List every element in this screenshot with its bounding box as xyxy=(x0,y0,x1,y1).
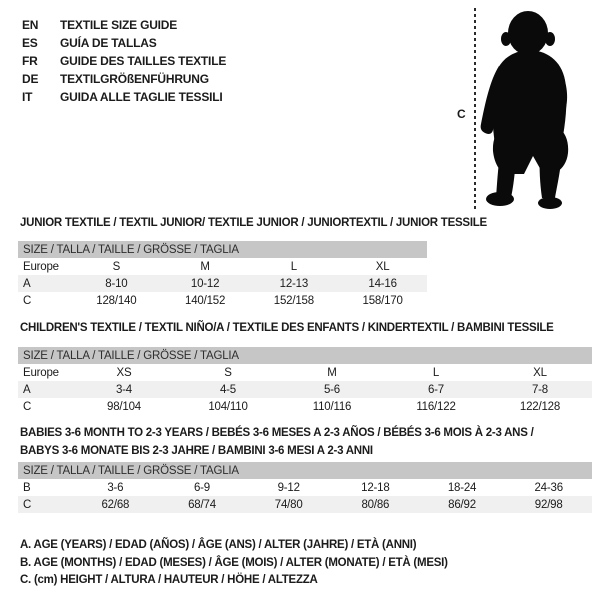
size-value-cell: 9-12 xyxy=(277,481,300,494)
size-value-cell: 80/86 xyxy=(361,498,390,511)
size-value-cell: 6-9 xyxy=(193,481,211,494)
size-value-cell: 140/152 xyxy=(185,294,226,307)
language-label: GUIDE DES TAILLES TEXTILE xyxy=(60,54,227,68)
size-value-cell: 122/128 xyxy=(519,400,561,413)
size-value-cell: 4-5 xyxy=(219,383,237,396)
language-code: DE xyxy=(22,72,39,86)
size-value-cell: 110/116 xyxy=(312,400,352,413)
size-value-cell: M xyxy=(327,366,337,379)
section-title-babies-line2: BABYS 3-6 MONATE BIS 2-3 JAHRE / BAMBINI 3-6 MESI A 2-3 ANNI xyxy=(20,445,373,457)
height-measure-dashed-line xyxy=(474,8,476,210)
size-header-bar: SIZE / TALLA / TAILLE / GRÖSSE / TAGLIA xyxy=(18,462,592,479)
junior-size-table xyxy=(18,241,427,309)
table-row xyxy=(18,364,592,381)
table-row xyxy=(18,258,427,275)
table-row xyxy=(18,398,592,415)
size-value-cell: 12-18 xyxy=(361,481,390,494)
section-title-babies-line1: BABIES 3-6 MONTH TO 2-3 YEARS / BEBÉS 3-6 MESES A 2-3 AÑOS / BÉBÉS 3-6 MOIS À 2-3 ANS / xyxy=(20,427,534,439)
table-body xyxy=(18,258,427,309)
language-code: ES xyxy=(22,36,38,50)
language-row xyxy=(22,52,226,70)
size-value-cell: XL xyxy=(375,260,390,273)
size-value-cell: 98/104 xyxy=(107,400,141,413)
row-label: A xyxy=(23,383,31,396)
language-guide-list xyxy=(22,16,226,106)
size-value-cell: 116/122 xyxy=(416,400,456,413)
language-label: GUÍA DE TALLAS xyxy=(60,36,157,50)
size-value-cell: 3-6 xyxy=(107,481,124,494)
size-value-cell: 62/68 xyxy=(101,498,130,511)
row-label: A xyxy=(23,277,31,290)
size-value-cell: XL xyxy=(533,366,547,379)
size-value-cell: 74/80 xyxy=(274,498,303,511)
row-label: Europe xyxy=(23,260,59,273)
size-value-cell: L xyxy=(432,366,440,379)
language-code: FR xyxy=(22,54,38,68)
toddler-silhouette-image xyxy=(478,6,578,211)
legend-line-a: A. AGE (YEARS) / EDAD (AÑOS) / ÂGE (ANS) / ALTER (JAHRE) / ETÀ (ANNI) xyxy=(20,539,417,551)
size-value-cell: 3-4 xyxy=(115,383,133,396)
size-value-cell: 8-10 xyxy=(105,277,128,290)
size-value-cell: 5-6 xyxy=(323,383,341,396)
size-header-bar: SIZE / TALLA / TAILLE / GRÖSSE / TAGLIA xyxy=(18,347,592,364)
row-label: C xyxy=(23,294,32,307)
table-row xyxy=(18,275,427,292)
size-value-cell: XS xyxy=(116,366,132,379)
size-value-cell: S xyxy=(112,260,121,273)
legend-line-c: C. (cm) HEIGHT / ALTURA / HAUTEUR / HÖHE / ALTEZZA xyxy=(20,574,318,586)
language-code: EN xyxy=(22,18,39,32)
size-value-cell: 24-36 xyxy=(534,481,563,494)
size-value-cell: S xyxy=(224,366,232,379)
table-body xyxy=(18,479,592,513)
size-value-cell: 104/110 xyxy=(208,400,248,413)
language-label: TEXTILE SIZE GUIDE xyxy=(60,18,178,32)
section-title-junior: JUNIOR TEXTILE / TEXTIL JUNIOR/ TEXTILE JUNIOR / JUNIORTEXTIL / JUNIOR TESSILE xyxy=(20,217,487,229)
table-row xyxy=(18,479,592,496)
language-row xyxy=(22,88,226,106)
language-code: IT xyxy=(22,90,33,104)
size-value-cell: 152/158 xyxy=(273,294,314,307)
size-value-cell: 12-13 xyxy=(279,277,309,290)
height-measure-label-c: C xyxy=(457,107,466,121)
size-value-cell: 128/140 xyxy=(96,294,137,307)
babies-size-table xyxy=(18,462,592,513)
size-value-cell: 6-7 xyxy=(427,383,445,396)
section-title-children: CHILDREN'S TEXTILE / TEXTIL NIÑO/A / TEXTILE DES ENFANTS / KINDERTEXTIL / BAMBINI TESSILE xyxy=(20,322,554,334)
size-value-cell: L xyxy=(290,260,297,273)
language-label: TEXTILGRÖßENFÜHRUNG xyxy=(60,72,209,86)
size-value-cell: 86/92 xyxy=(448,498,476,511)
size-value-cell: 92/98 xyxy=(534,498,563,511)
size-value-cell: M xyxy=(200,260,210,273)
table-row xyxy=(18,381,592,398)
size-value-cell: 14-16 xyxy=(368,277,397,290)
table-row xyxy=(18,496,592,513)
language-label: GUIDA ALLE TAGLIE TESSILI xyxy=(60,90,223,104)
size-value-cell: 158/170 xyxy=(362,294,403,307)
row-label: C xyxy=(23,400,32,413)
size-value-cell: 18-24 xyxy=(447,481,477,494)
size-value-cell: 68/74 xyxy=(188,498,216,511)
row-label: B xyxy=(23,481,31,494)
measurement-legend xyxy=(20,537,448,590)
size-value-cell: 10-12 xyxy=(190,277,220,290)
row-label: Europe xyxy=(23,366,59,379)
size-value-cell: 7-8 xyxy=(531,383,549,396)
row-label: C xyxy=(23,498,32,511)
children-size-table xyxy=(18,347,592,415)
table-body xyxy=(18,364,592,415)
size-header-bar: SIZE / TALLA / TAILLE / GRÖSSE / TAGLIA xyxy=(18,241,427,258)
language-row xyxy=(22,70,226,88)
language-row xyxy=(22,34,226,52)
language-row xyxy=(22,16,226,34)
table-row xyxy=(18,292,427,309)
legend-line-b: B. AGE (MONTHS) / EDAD (MESES) / ÂGE (MOIS) / ALTER (MONATE) / ETÀ (MESI) xyxy=(20,556,448,569)
